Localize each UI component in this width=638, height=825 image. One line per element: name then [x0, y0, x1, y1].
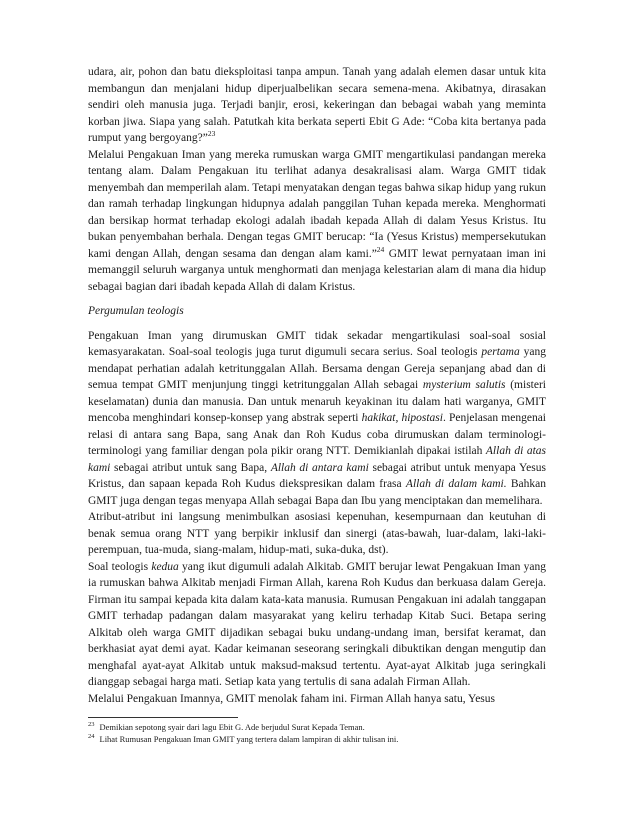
paragraph-6: Melalui Pengakuan Imannya, GMIT menolak faham ini. Firman Allah hanya satu, Yesus [88, 692, 496, 705]
paragraph-1-text: udara, air, pohon dan batu dieksploitasi tanpa ampun. Tanah yang adalah elemen dasar untuk kita membangun dan menjalani hidup diperjualbelikan secara semena-mena. Akibatnya, dirasakan sendiri oleh manusia juga. Terjadi banjir, erosi, kekeringan dan bebagai wabah yang meminta korban jiwa. Siapa yang salah. Patutkah kita berkata seperti Ebit G Ade: “Coba kita bertanya pada rumput yang bergoyang?” [88, 66, 546, 144]
paragraph-5-text-b: yang ikut digumuli adalah Alkitab. GMIT berujar lewat Pengakuan Iman yang ia rumuskan bahwa Alkitab menjadi Firman Allah, karena Roh Kudus dan berkuasa dalam Gereja. Firman itu sampai kepada kita dalam kata-kata manusia. Rumusan Pengakuan ini adalah tanggapan GMIT terhadap padangan dalam masyarakat yang keliru terhadap Kitab Suci. Betapa sering Alkitab oleh warga GMIT dijadikan sebagai buku undang-undang iman, bersifat keramat, dan berkhasiat ayat demi ayat. Kadar keimanan seseorang seringkali dibuktikan dengan mengutip dan menghafal ayat-ayat Alkitab untuk maksud-maksud tertentu. Ayat-ayat Alkitab juga seringkali dianggap sebagai harga mati. Setiap kata yang tertulis di sana adalah Firman Allah. [88, 560, 546, 688]
paragraph-3-text-g: Bahkan GMIT juga dengan tegas menyapa Allah sebagai Bapa dan Ibu yang menciptakan dan memelihara. [88, 478, 546, 507]
paragraph-3-text-f: sebagai atribut untuk menyapa Yesus Kristus, dan sapaan kepada Roh Kudus diekspresikan dalam frasa [88, 461, 546, 490]
emphasis-allah-di-atas-kami: Allah di atas kami [88, 445, 546, 474]
footnote-number-23: 23 [88, 721, 95, 728]
paragraph-3-text-a: Pengakuan Iman yang dirumuskan GMIT tidak sekadar mengartikulasi soal-soal sosial kemasyarakatan. Soal-soal teologis juga turut digumuli secara serius. Soal teologis [88, 329, 546, 358]
paragraph-3 [88, 328, 546, 510]
footnote-text-24: Lihat Rumusan Pengakuan Iman GMIT yang tertera dalam lampiran di akhir tulisan ini. [99, 734, 399, 744]
section-heading: Pergumulan teologis [88, 305, 184, 317]
emphasis-pertama: pertama [481, 346, 520, 358]
footnote-23 [88, 721, 548, 733]
footnote-ref-23[interactable]: 23 [207, 129, 216, 138]
paragraph-1 [88, 64, 546, 147]
paragraph-5-text-a: Soal teologis [88, 560, 152, 573]
footnotes [88, 721, 548, 745]
emphasis-mysterium-salutis: mysterium salutis [422, 379, 506, 391]
paragraph-5 [88, 559, 546, 691]
paragraph-2 [88, 147, 546, 296]
paragraph-3-text-c: (misteri keselamatan) dunia dan manusia. Dan untuk menaruh keyakinan itu dalam hati warganya, GMIT mencoba menghindari konsep-konsep yang abstrak seperti [88, 379, 546, 424]
emphasis-hakikat-hipostasi: hakikat, hipostasi [361, 412, 443, 424]
footnote-ref-24[interactable]: 24 [376, 244, 385, 254]
footnote-24 [88, 733, 548, 745]
footnote-text-23: Demikian sepotong syair dari lagu Ebit G. Ade berjudul Surat Kepada Teman. [99, 722, 365, 732]
paragraph-2-text-a: Melalui Pengakuan Iman yang mereka rumuskan warga GMIT mengartikulasi pandangan mereka tentang alam. Dalam Pengakuan itu terlihat adanya desakralisasi alam. Warga GMIT tidak menyembah dan memperilah alam. Tetapi menyatakan dengan tegas bahwa sikap hidup yang rukun dan ramah terhadap lingkungan hidupnya adalah panggilan Tuhan kepada mereka. Menghormati dan bersikap hormat terhadap ekologi adalah ibadah kepada Allah di dalam Yesus Kristus. Itu bukan penyembahan berhala. Dengan tegas GMIT berucap: “Ia (Yesus Kristus) mempersekutukan kami dengan Allah, dengan sesama dan dengan alam kami.” [88, 148, 546, 260]
paragraph-2-text-b: GMIT lewat pernyataan iman ini memanggil seluruh warganya untuk menghormati dan menjaga kelestarian alam di mana dia hidup sebagai bagian dari ibadah kepada Allah di dalam Kristus. [88, 247, 546, 293]
paragraph-3-text-b: yang mendapat perhatian adalah ketritunggalan Allah. Bersama dengan Gereja sepanjang abad dan di semua tempat GMIT menjunjung tinggi ketritunggalan Allah sebagai [88, 346, 546, 391]
paragraph-3-text-d: . Penjelasan mengenai relasi di antara sang Bapa, sang Anak dan Roh Kudus coba dirumuskan dalam terminologi-terminologi yang familiar dengan pola pikir orang NTT. Demikianlah dipakai istilah [88, 412, 546, 457]
paragraph-3-text-e: sebagai atribut untuk sang Bapa, [110, 461, 271, 474]
emphasis-allah-di-antara-kami: Allah di antara kami [270, 461, 369, 474]
emphasis-allah-di-dalam-kami: Allah di dalam kami. [405, 478, 507, 490]
body-text-column [88, 64, 546, 707]
footnote-number-24: 24 [88, 733, 95, 740]
emphasis-kedua: kedua [151, 560, 179, 573]
footnote-separator [88, 717, 238, 718]
paragraph-4: Atribut-atribut ini langsung menimbulkan asosiasi kepenuhan, kesempurnaan dan keutuhan di benak semua orang NTT yang berpikir inklusif dan sinergi (atas-bawah, luar-dalam, laki-laki-perempuan, tua-muda, siang-malam, hidup-mati, suka-duka, dst). [88, 511, 546, 556]
